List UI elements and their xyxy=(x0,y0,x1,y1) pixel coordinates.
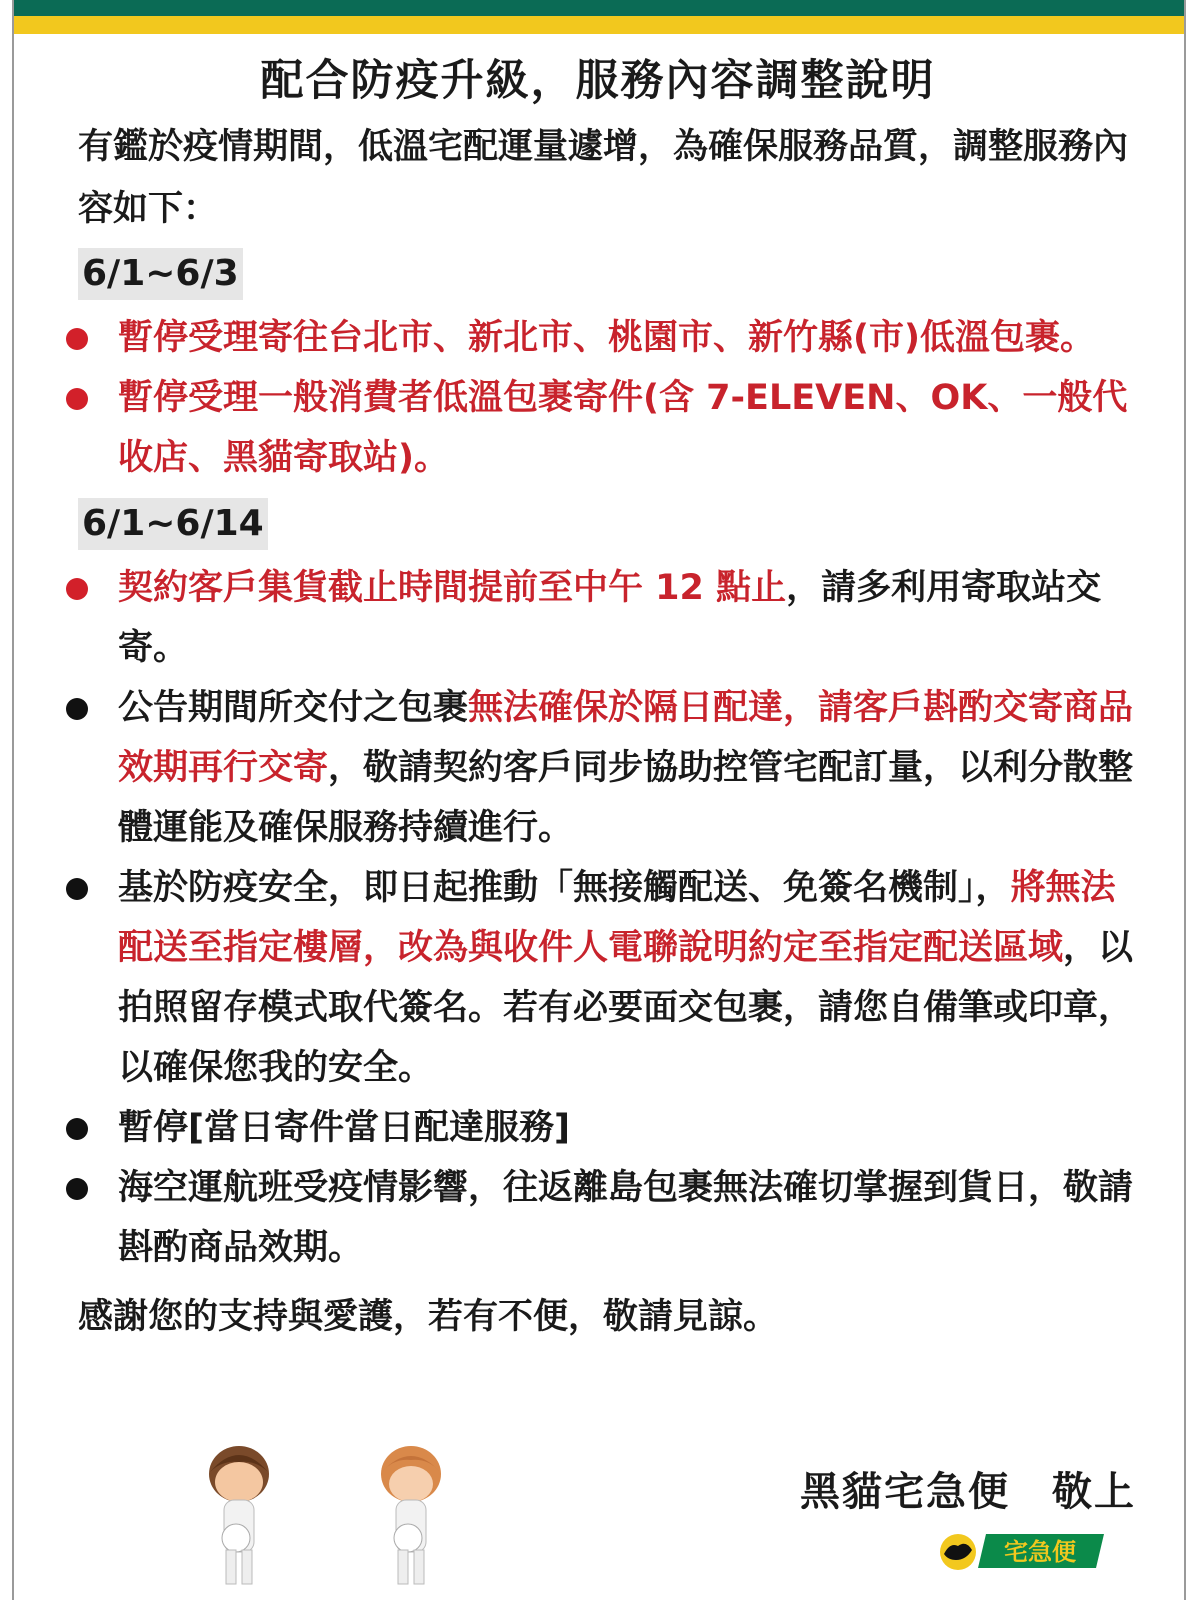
item-text: 暫停受理寄往台北市、新北市、桃園市、新竹縣(市)低溫包裹。 xyxy=(118,318,1095,358)
intro-paragraph: 有鑑於疫情期間，低溫宅配運量遽增，為確保服務品質，調整服務內容如下： xyxy=(78,127,1129,229)
list-item xyxy=(78,678,1138,858)
list-item xyxy=(78,1158,1138,1278)
logo-text: 宅急便 xyxy=(1004,1538,1076,1566)
black-bullet-icon xyxy=(66,1178,88,1200)
list-item xyxy=(78,558,1138,678)
item-text-highlight: 契約客戶集貨截止時間提前至中午 12 點止 xyxy=(118,568,787,608)
item-text: 基於防疫安全，即日起推動「無接觸配送、免簽名機制」， xyxy=(118,868,1011,908)
black-bullet-icon xyxy=(66,878,88,900)
item-text: ，敬請契約客戶同步協助控管宅配訂量，以利分散整體運能及確保服務持續進行。 xyxy=(118,748,1134,848)
notice-title: 配合防疫升級，服務內容調整說明 xyxy=(260,56,936,106)
section-1 xyxy=(78,240,1138,488)
list-item xyxy=(78,368,1138,488)
date-label: 6/1~6/3 xyxy=(78,248,243,300)
item-text: 公告期間所交付之包裹 xyxy=(118,688,469,728)
item-text: ，請多利用寄取站交寄。 xyxy=(118,568,1102,668)
item-text: ，以拍照留存模式取代簽名。若有必要面交包裹，請您自備筆或印章，以確保您我的安全。 xyxy=(118,928,1134,1088)
black-bullet-icon xyxy=(66,1118,88,1140)
black-bullet-icon xyxy=(66,698,88,720)
mascot-boy-icon xyxy=(196,1438,282,1588)
item-text: 暫停[當日寄件當日配達服務] xyxy=(118,1108,570,1148)
thanks-text: 感謝您的支持與愛護，若有不便，敬請見諒。 xyxy=(78,1297,779,1337)
item-text-highlight: 無法確保於隔日配達，請客戶斟酌交寄商品效期再行交寄 xyxy=(118,688,1134,788)
item-text: 海空運航班受疫情影響，往返離島包裹無法確切掌握到貨日，敬請斟酌商品效期。 xyxy=(118,1168,1134,1268)
signature: 黑貓宅急便 敬上 xyxy=(800,1469,1136,1515)
section-2-list xyxy=(78,558,1138,1278)
notice-content xyxy=(78,50,1138,1383)
date-label: 6/1~6/14 xyxy=(78,498,268,550)
red-bullet-icon xyxy=(66,578,88,600)
list-item xyxy=(78,858,1138,1098)
list-item xyxy=(78,308,1138,368)
item-text-highlight: 將無法配送至指定樓層，改為與收件人電聯說明約定至指定配送區域 xyxy=(118,868,1116,968)
yamato-logo-icon xyxy=(936,1528,1106,1574)
header-yellow-band xyxy=(14,16,1184,34)
mascot-girl-icon xyxy=(368,1438,454,1588)
section-1-list xyxy=(78,308,1138,488)
red-bullet-icon xyxy=(66,388,88,410)
red-bullet-icon xyxy=(66,328,88,350)
header-green-band xyxy=(14,0,1184,16)
section-2 xyxy=(78,490,1138,1278)
list-item xyxy=(78,1098,1138,1158)
item-text: 暫停受理一般消費者低溫包裹寄件(含 7-ELEVEN、OK、一般代收店、黑貓寄取站)。 xyxy=(118,378,1128,478)
